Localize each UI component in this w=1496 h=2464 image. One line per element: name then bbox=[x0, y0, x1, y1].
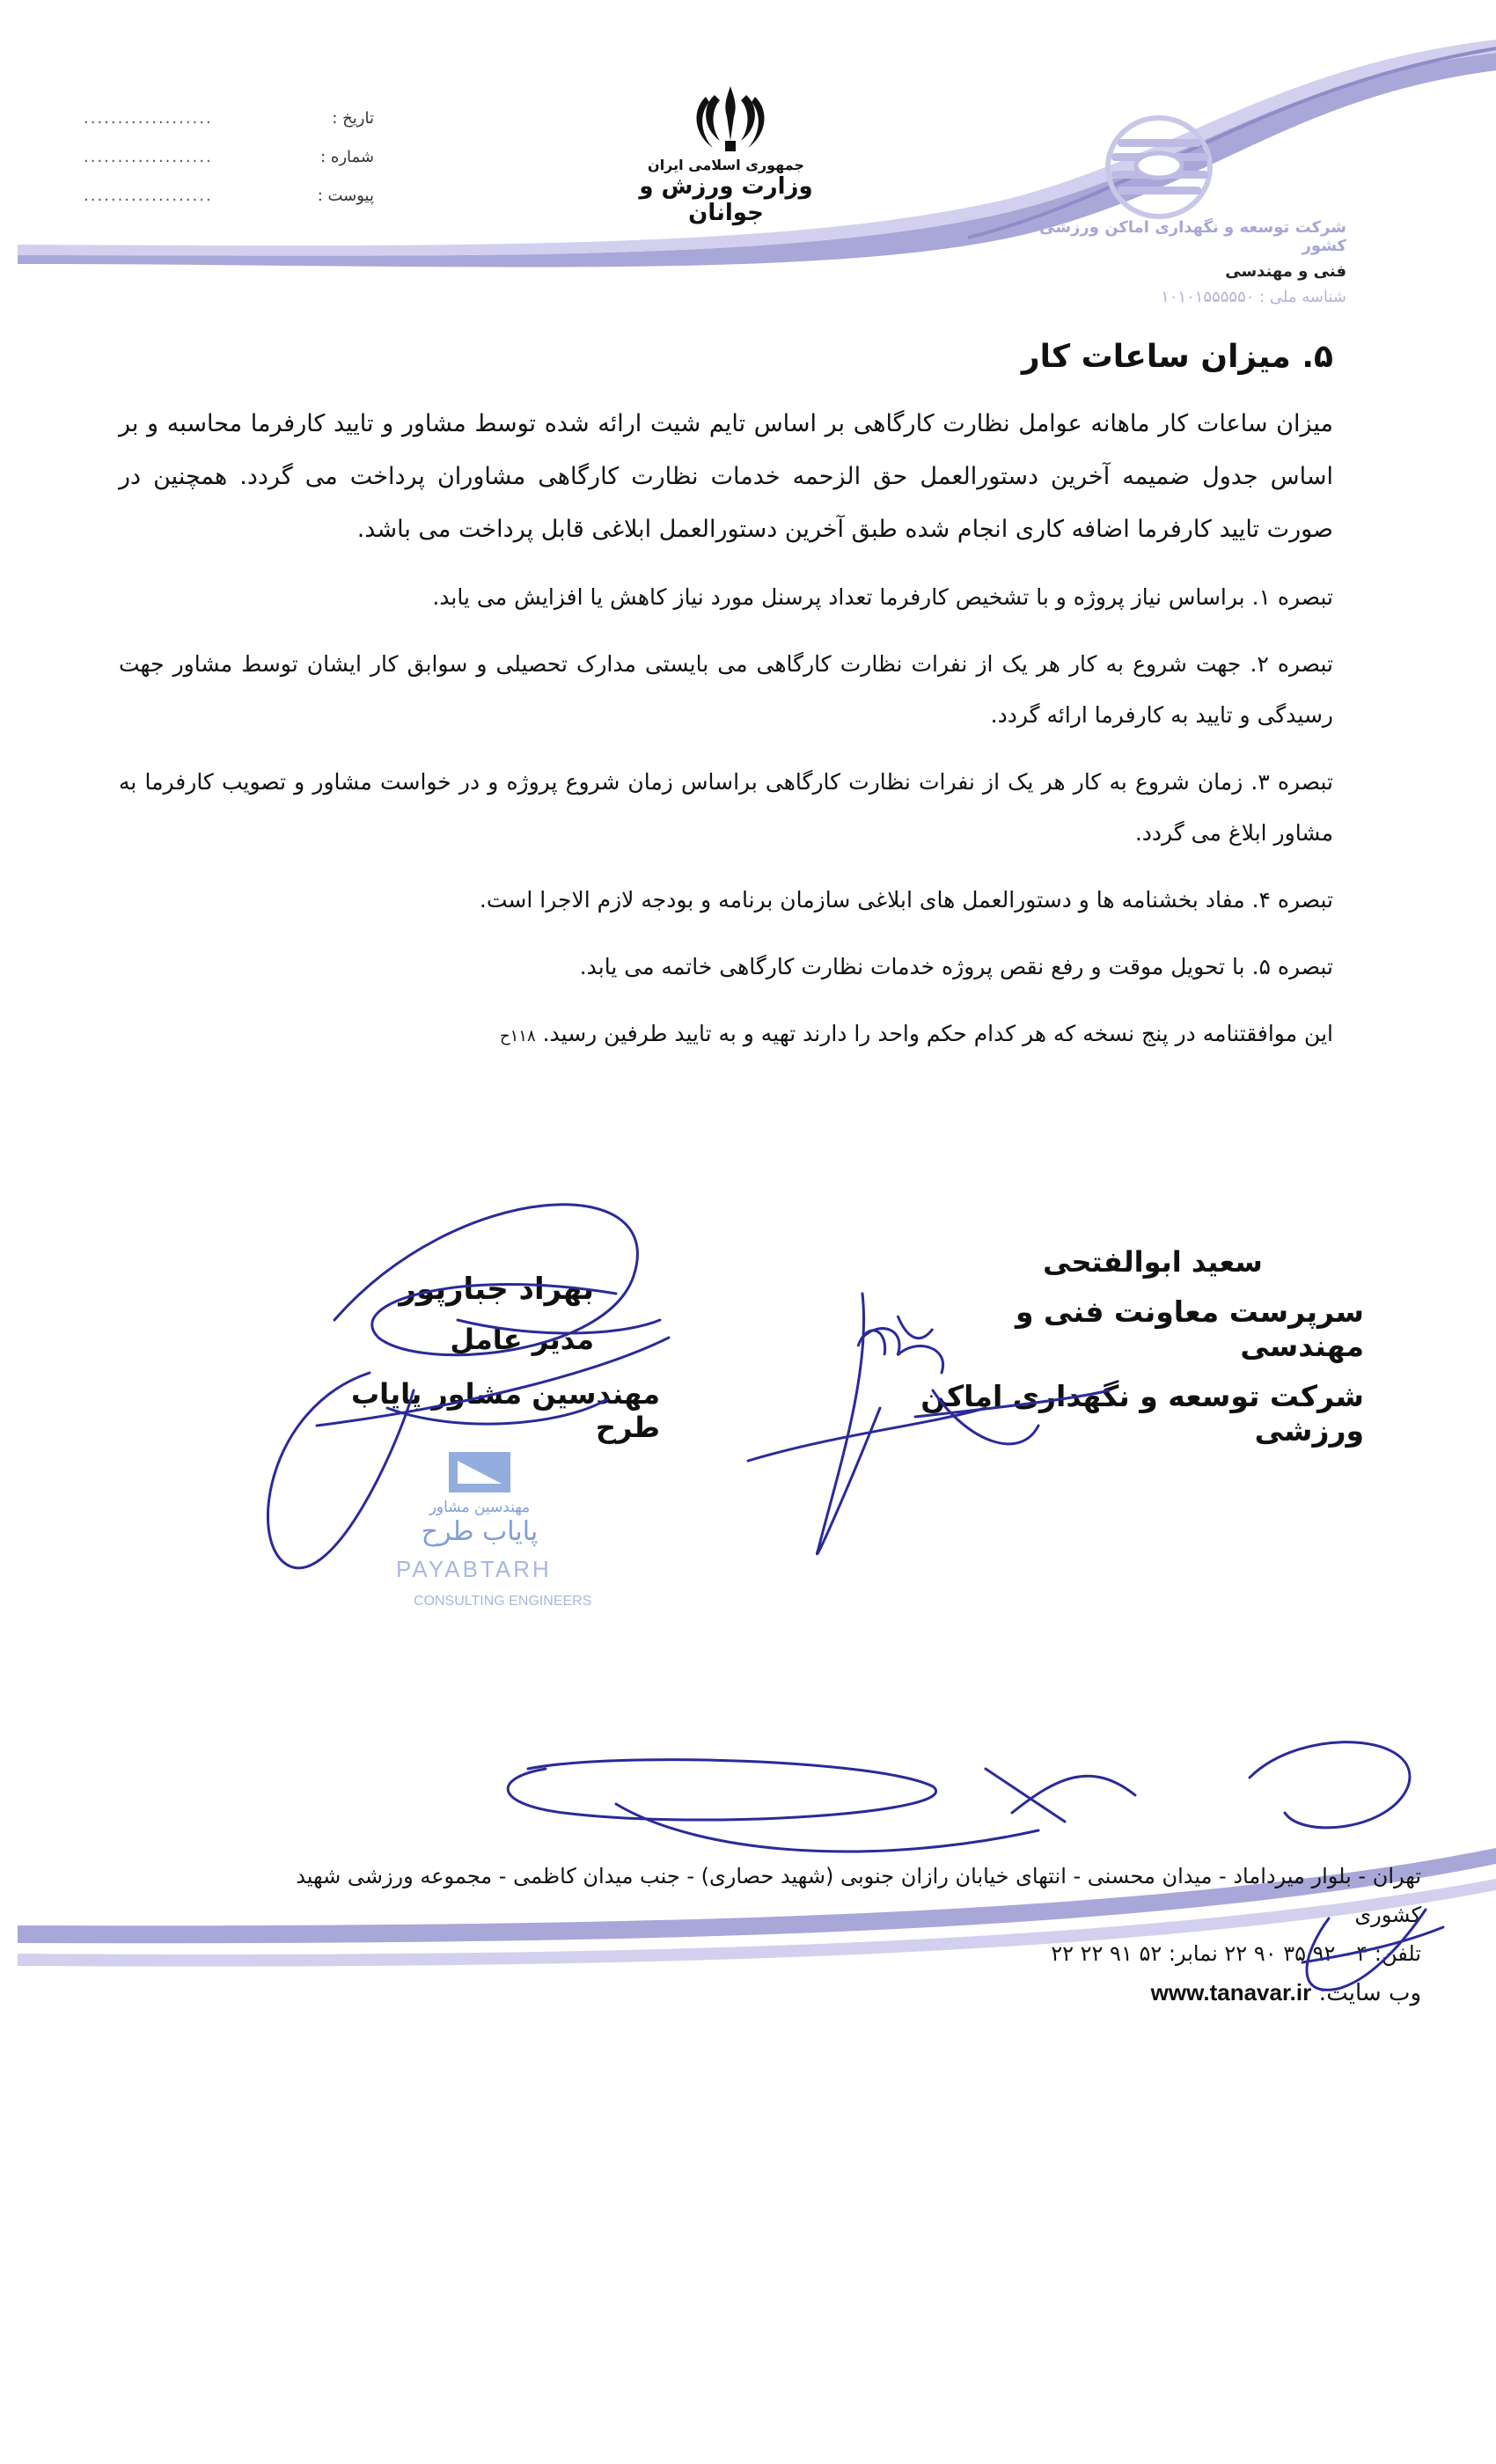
company-logo-icon bbox=[1104, 114, 1214, 220]
ministry-name: وزارت ورزش و جوانان bbox=[639, 173, 813, 226]
note-3: تبصره ۳. زمان شروع به کار هر یک از نفرات نظارت کارگاهی براساس زمان شروع پروژه و در خواست مشاور و تصویب کارفرما به مشاور ابلاغ می گردد. bbox=[119, 769, 1333, 846]
section-title: ۵. میزان ساعات کار bbox=[1021, 339, 1333, 375]
signatory-employer bbox=[906, 1245, 1364, 1448]
closing-mark: ۱۱۸ح bbox=[499, 1027, 536, 1045]
iran-emblem-icon bbox=[686, 79, 774, 158]
note-5: تبصره ۵. با تحویل موقت و رفع نقص پروژه خدمات نظارت کارگاهی خاتمه می یابد. bbox=[579, 954, 1333, 979]
meta-number: شماره : ................... bbox=[84, 147, 374, 166]
company-block bbox=[1003, 218, 1346, 306]
ministry-title-block bbox=[620, 157, 832, 226]
svg-text:PAYABTARH: PAYABTARH bbox=[396, 1556, 552, 1582]
footer-website bbox=[260, 1973, 1421, 2013]
department-name: فنی و مهندسی bbox=[1225, 262, 1346, 281]
signatory-name: سعید ابوالفتحی bbox=[1043, 1245, 1263, 1279]
note-4: تبصره ۴. مفاد بخشنامه ها و دستورالعمل های ابلاغی سازمان برنامه و بودجه لازم الاجرا است. bbox=[479, 887, 1333, 913]
closing-sentence: این موافقتنامه در پنج نسخه که هر کدام حکم واحد را دارند تهیه و به تایید طرفین رسید. ۱۱۸ح bbox=[499, 1021, 1333, 1046]
national-id: شناسه ملی : ۱۰۱۰۱۵۵۵۵۵۰ bbox=[1161, 288, 1346, 306]
signatory-name: بهراد جبارپور bbox=[399, 1272, 594, 1307]
footer-address: تهران - بلوار میرداماد - میدان محسنی - انتهای خیابان رازان جنوبی (شهید حصاری) - جنب میدان کاظمی - مجموعه ورزشی شهید کشوری bbox=[296, 1864, 1421, 1927]
website-url[interactable]: www.tanavar.ir bbox=[1150, 1979, 1312, 2006]
meta-date: تاریخ : ................... bbox=[84, 108, 374, 128]
republic-label: جمهوری اسلامی ایران bbox=[648, 157, 804, 173]
footer-contact bbox=[260, 1857, 1421, 2013]
signatory-role: مدیر عامل bbox=[450, 1323, 594, 1356]
svg-text:CONSULTING ENGINEERS: CONSULTING ENGINEERS bbox=[414, 1594, 592, 1609]
signatory-org: شرکت توسعه و نگهداری اماکن ورزشی bbox=[920, 1379, 1364, 1448]
svg-text:پایاب طرح: پایاب طرح bbox=[421, 1516, 539, 1547]
main-paragraph: میزان ساعات کار ماهانه عوامل نظارت کارگاهی بر اساس تایم شیت ارائه شده توسط مشاور و تایید کارفرما محاسبه و بر اساس جدول ضمیمه آخرین دستورالعمل حق الزحمه خدمات نظارت کارگاهی مشاوران پرداخت می گردد. همچنین در صورت تایید کارفرما اضافه کاری انجام شده طبق آخرین دستورالعمل ابلاغی قابل پرداخت می باشد. bbox=[119, 410, 1333, 543]
note-2: تبصره ۲. جهت شروع به کار هر یک از نفرات نظارت کارگاهی می بایستی مدارک تحصیلی و سوابق کار ایشان توسط مشاور جهت رسیدگی و تایید به کارفرما ارائه گردد. bbox=[119, 651, 1333, 728]
letter-meta bbox=[84, 99, 374, 215]
consultant-stamp-logo bbox=[290, 1443, 592, 1619]
letter-body bbox=[119, 339, 1333, 1062]
meta-attachment: پیوست : ................... bbox=[84, 186, 374, 205]
website-label: وب سایت: bbox=[1318, 1980, 1421, 2006]
svg-text:مهندسین مشاور: مهندسین مشاور bbox=[429, 1499, 531, 1516]
footer-phones: تلفن: ۴ - ۹۲ ۳۵ ۹۰ ۲۲ نمابر: ۵۲ ۹۱ ۲۲ ۲۲ bbox=[1051, 1941, 1421, 1966]
company-name: شرکت توسعه و نگهداری اماکن ورزشی کشور bbox=[1039, 218, 1346, 255]
signatory-role: سرپرست معاونت فنی و مهندسی bbox=[1015, 1294, 1364, 1363]
signatory-consultant bbox=[290, 1272, 660, 1444]
note-1: تبصره ۱. براساس نیاز پروژه و با تشخیص کارفرما تعداد پرسنل مورد نیاز کاهش یا افزایش می یابد. bbox=[432, 584, 1333, 610]
signatory-org: مهندسین مشاور پایاب طرح bbox=[350, 1377, 660, 1444]
